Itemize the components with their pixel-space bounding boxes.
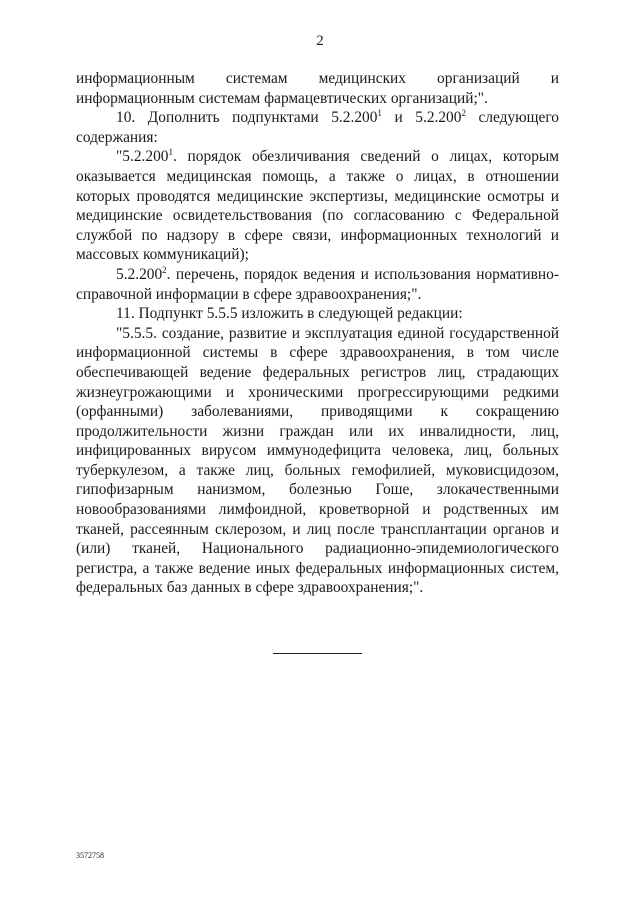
paragraph-5-2-200-1 [76, 147, 559, 265]
document-id: 3572758 [76, 851, 104, 860]
superscript: 1 [377, 108, 382, 119]
clause-number: 5.2.200 [116, 265, 163, 283]
superscript: 2 [461, 108, 466, 119]
item-10-text-b: и 5.2.200 [381, 109, 462, 127]
paragraph-5-2-200-2 [76, 265, 559, 304]
paragraph-5-5-5: "5.5.5. создание, развитие и эксплуатация единой государственной информационной системы в сфере здравоохранения, в том числе обеспечивающей ведение федеральных регистров лиц, страдающих жизнеугрожающими и хроническими прогрессирующими редкими (орфанными) заболеваниями, приводящими к сокращению продолжительности жизни граждан или их инвалидности, лиц, инфицированных вирусом иммунодефицита человека, лиц, больных туберкулезом, а также лиц, больных гемофилией, муковисцидозом, гипофизарным нанизмом, болезнью Гоше, злокачественными новообразованиями лимфоидной, кроветворной и родственных им тканей, рассеянным склерозом, и лиц после трансплантации органов и (или) тканей, Национального радиационно-эпидемиологического регистра, а также ведение иных федеральных информационных систем, федеральных баз данных в сфере здравоохранения;". [76, 324, 559, 597]
clause-text: . порядок обезличивания сведений о лицах, которым оказывается медицинская помощь, а также о лицах, в отношении которых проводятся медицинские экспертизы, медицинские осмотры и медицинские освидетельствования (по согласованию с Федеральной службой по надзору в сфере связи, информационных технологий и массовых коммуникаций); [76, 148, 559, 264]
document-body [76, 69, 559, 598]
end-divider [273, 653, 362, 654]
clause-number: "5.2.200 [116, 148, 169, 166]
paragraph-item-11: 11. Подпункт 5.5.5 изложить в следующей редакции: [116, 305, 463, 323]
item-10-text-c: следующего содержания: [76, 109, 559, 146]
paragraph-continuation: информационным системам медицинских организаций и информационным системам фармацевтических организаций;". [76, 70, 559, 107]
superscript: 1 [168, 147, 173, 158]
paragraph-item-10 [76, 108, 559, 147]
page-number: 2 [316, 33, 324, 49]
clause-text: . перечень, порядок ведения и использования нормативно-справочной информации в сфере здравоохранения;". [76, 265, 559, 303]
item-10-text-a: 10. Дополнить подпунктами 5.2.200 [116, 109, 378, 127]
superscript: 2 [162, 264, 167, 275]
